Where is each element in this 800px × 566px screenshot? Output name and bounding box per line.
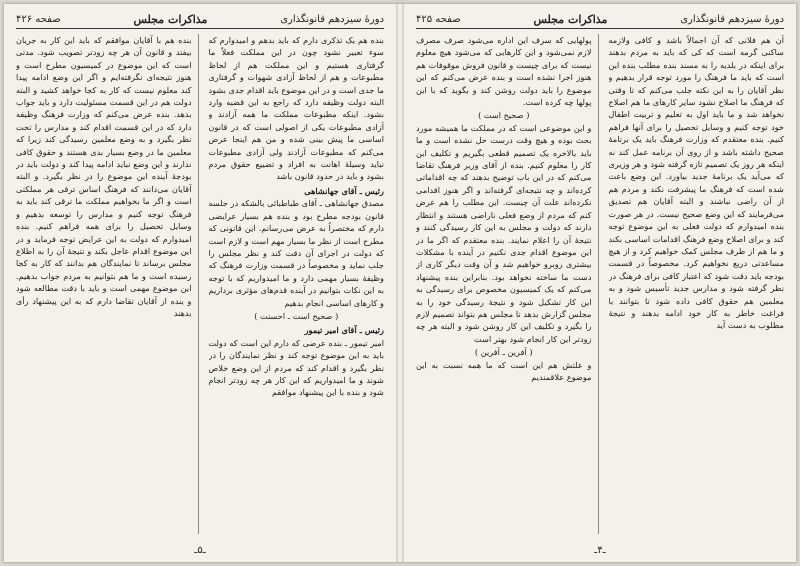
right-page-header	[416, 12, 784, 29]
paragraph: امیر تیمور ـ بنده عرضی که دارم این است که دولت باید به این موضوع توجه کند و نظر نمایندگان را در نظر بگیرد و اقدام کند که مردم از این وضع خلاص شوند و ما امیدواریم که این کار هر چه زودتر انجام شود و بنده با این پیشنهاد موافقم	[208, 337, 384, 398]
paragraph: پولهایی که سرف این اداره می‌شود صرف مصرف لازم نمی‌شود و این کارهایی که می‌شود هیچ معلوم نیست که برای چیست و قانون فروش موقوفات هم هنوز اجرا نشده است و بنده عرض می‌کنم که این موضوع را باید دولت روشن کند و بگوید که با این پولها چه کرده است.	[416, 35, 592, 108]
left-header-session: دورهٔ سیزدهم قانونگذاری	[280, 13, 384, 25]
interjection-line: ( صحیح است )	[478, 110, 530, 121]
interjection-line: ( صحیح است ـ احسنت )	[254, 310, 339, 321]
paragraph: مصدق جهانشاهی ـ آقای طباطبائی بالشکه در جلسه قانون بودجه مطرح بود و بنده هم بسیار عرایضی دارم که مختصراً به عرض می‌رسانم. این قانونی که مطرح است از نظر ما بسیار مهم است و لازم است که دولت در اجرای آن دقت کند و نظر مجلس را جلب نماید و مخصوصاً در قسمت وزارت فرهنگ که وظیفهٔ بسیار مهمی دارد و ما امیدواریم که با توجه به این نکات بتوانیم در آینده قدم‌های مؤثری برداریم و کارهای اساسی انجام بدهیم	[208, 198, 384, 308]
right-page-col-left	[416, 34, 599, 534]
speaker-line: رئیس ـ آقای جهانشاهی	[304, 185, 384, 196]
book-gutter	[396, 4, 404, 562]
right-page	[404, 4, 796, 562]
left-page-footer: ـ۵ـ	[194, 545, 206, 556]
paragraph: بنده هم با آقایان موافقم که باید این کار به جریان بیفتد و قانون آن هر چه زودتر تصویب شود. مدتی است که این موضوع در کمیسیون مطرح است و هنوز نتیجه‌ای نگرفته‌ایم و اگر این وضع ادامه پیدا کند معلوم نیست که کار به کجا خواهد کشید و البته دولت هم در این قسمت مسئولیت دارد و باید جواب بدهد. بنده عرض می‌کنم که وزارت فرهنگ وظیفه دارد که در این قسمت اقدام کند و مدارس را تحت نظر بگیرد و به وضع معلمین رسیدگی کند زیرا که معلمین ما در وضع بسیار بدی هستند و حقوق کافی ندارند و این وضع نباید ادامه پیدا کند و دولت باید در بودجهٔ آینده این موضوع را در نظر بگیرد. و البته آقایان می‌دانند که فرهنگ اساس ترقی هر مملکتی است و اگر ما بخواهیم مملکت ما ترقی کند باید به فرهنگ توجه کنیم و مدارس را توسعه بدهیم و وسایل تحصیل را برای همه فراهم کنیم. بنده امیدوارم که دولت به این عرایض توجه فرماید و در این موضوع اقدام عاجل بکند و نتیجهٔ آن را به اطلاع مجلس برساند تا نمایندگان هم بدانند که کار به کجا رسیده است و ما هم بتوانیم به مردم جواب بدهیم. این موضوع مهمی است و باید با دقت مطالعه شود و بنده از آقایان تقاضا دارم که به این پیشنهاد رأی بدهند	[16, 35, 192, 318]
left-header-page-number: صفحه ۴۲۶	[16, 13, 61, 25]
left-header-title: مذاکرات مجلس	[133, 12, 208, 26]
right-header-page-number: صفحه ۴۲۵	[416, 13, 461, 25]
right-header-title: مذاکرات مجلس	[533, 12, 608, 26]
speaker-line: رئیس ـ آقای امیر تیمور	[304, 325, 384, 336]
paragraph: و این موضوعی است که در مملکت ما همیشه مورد بحث بوده و هیچ وقت درست حل نشده است و ما باید بالاخره یک تصمیم قطعی بگیریم و تکلیف این کار را معلوم کنیم. بنده از آقای وزیر فرهنگ تقاضا می‌کنم که در این باب توضیح بدهند که چه اقداماتی کرده‌اند و چه نتیجه‌ای گرفته‌اند و اگر هنوز اقدامی نکرده‌اند علت آن چیست. این مطلب را هم عرض کنم که مردم از وضع فعلی ناراضی هستند و انتظار دارند که دولت و مجلس به این کار رسیدگی کنند و نتیجهٔ آن را اعلام نمایند. بنده معتقدم که اگر ما در این موضوع اقدام جدی نکنیم در آینده با مشکلات بیشتری روبرو خواهیم شد و آن وقت دیگر کاری از دست ما ساخته نخواهد بود. بنابراین بنده پیشنهاد می‌کنم که یک کمیسیون مخصوص برای رسیدگی به این کار تشکیل شود و نتیجهٔ رسیدگی خود را به مجلس گزارش بدهد تا مجلس هم بتواند تصمیم لازم را بگیرد و تکلیف این کار روشن شود و البته هر چه زودتر این کار انجام شود بهتر است	[416, 122, 592, 344]
right-page-columns	[416, 34, 784, 534]
left-page-col-right	[209, 34, 385, 534]
right-page-footer: ـ۴ـ	[594, 545, 606, 556]
left-page-header	[16, 12, 384, 29]
left-page-col-left	[16, 34, 199, 534]
book-spread	[4, 4, 796, 562]
paragraph: و علتش هم این است که ما همه نسبت به این موضوع علاقمندیم	[416, 359, 592, 382]
interjection-line: ( آفرین ـ آفرین )	[474, 347, 533, 358]
paragraph: آن هم فلانی که آن اجمالاً باشد و کافی ولازمه ساکنی گرمه است که کی که باید به مردم بدهند برای اینکه در بلدیه را به مسند بنده مطلب بنده این است که باید ما فرهنگ را مورد توجه قرار بدهیم و نظر آقایان را به این نکته جلب می‌کنم که تا وقتی که فرهنگ ما اصلاح نشود سایر کارهای ما هم اصلاح نخواهد شد و ما باید اول به تعلیم و تربیت اطفال خود توجه کنیم و وسایل تحصیل را برای آنها فراهم کنیم. بنده معتقدم که وزارت فرهنگ باید یک برنامهٔ صحیح داشته باشد و از روی آن برنامه عمل کند نه اینکه هر روز یک تصمیم تازه گرفته شود و هر وزیری که می‌آید یک برنامهٔ جدید بیاورد. این وضع باعث شده است که فرهنگ ما پیشرفت نکند و مردم هم از آن راضی نباشند و البته آقایان هم تصدیق می‌فرمایند که این وضع صحیح نیست. در هر صورت بنده امیدوارم که دولت فعلی به این موضوع توجه کند و برای اصلاح وضع فرهنگ اقدامات اساسی بکند و ما هم از طرف مجلس کمک خواهیم کرد و از هیچ مساعدتی دریغ نخواهیم کرد. مخصوصاً در قسمت بودجه باید دقت شود که اعتبار کافی برای فرهنگ در نظر گرفته شود و مدارس جدید تأسیس شود و به معلمین هم حقوق کافی داده شود تا بتوانند با فراغت خاطر به کار خود ادامه بدهند و نتیجهٔ مطلوب به دست آید	[608, 35, 784, 331]
left-page-columns	[16, 34, 384, 534]
paragraph: بنده هم یک تذکری دارم که باید بدهم و امیدوارم که سوء تعبیر نشود چون در این مملکت فعلاً ما گرفتاری هستیم و این مملکت هم از لحاظ مطبوعات و هم از لحاظ آزادی شهوات و گرفتاری ما جدی است و در این موضوع باید اقدام جدی بشود البته دولت وظیفه دارد که راجع به این قضیه وارد بشود. اینکه مطبوعات مملکت ما همه آزادند و آزادی مطبوعات یکی از اصولی است که در قانون اساسی ما پیش بینی شده و من هم اینجا عرض می‌کنم که مطبوعات آزادند ولی آزادی مطبوعات نباید وسیلهٔ اهانت به افراد و تضییع حقوق مردم بشود و باید در حدود قانون باشد	[208, 35, 384, 182]
right-page-col-right	[609, 34, 785, 534]
right-header-session: دورهٔ سیزدهم قانونگذاری	[680, 13, 784, 25]
left-page	[4, 4, 396, 562]
